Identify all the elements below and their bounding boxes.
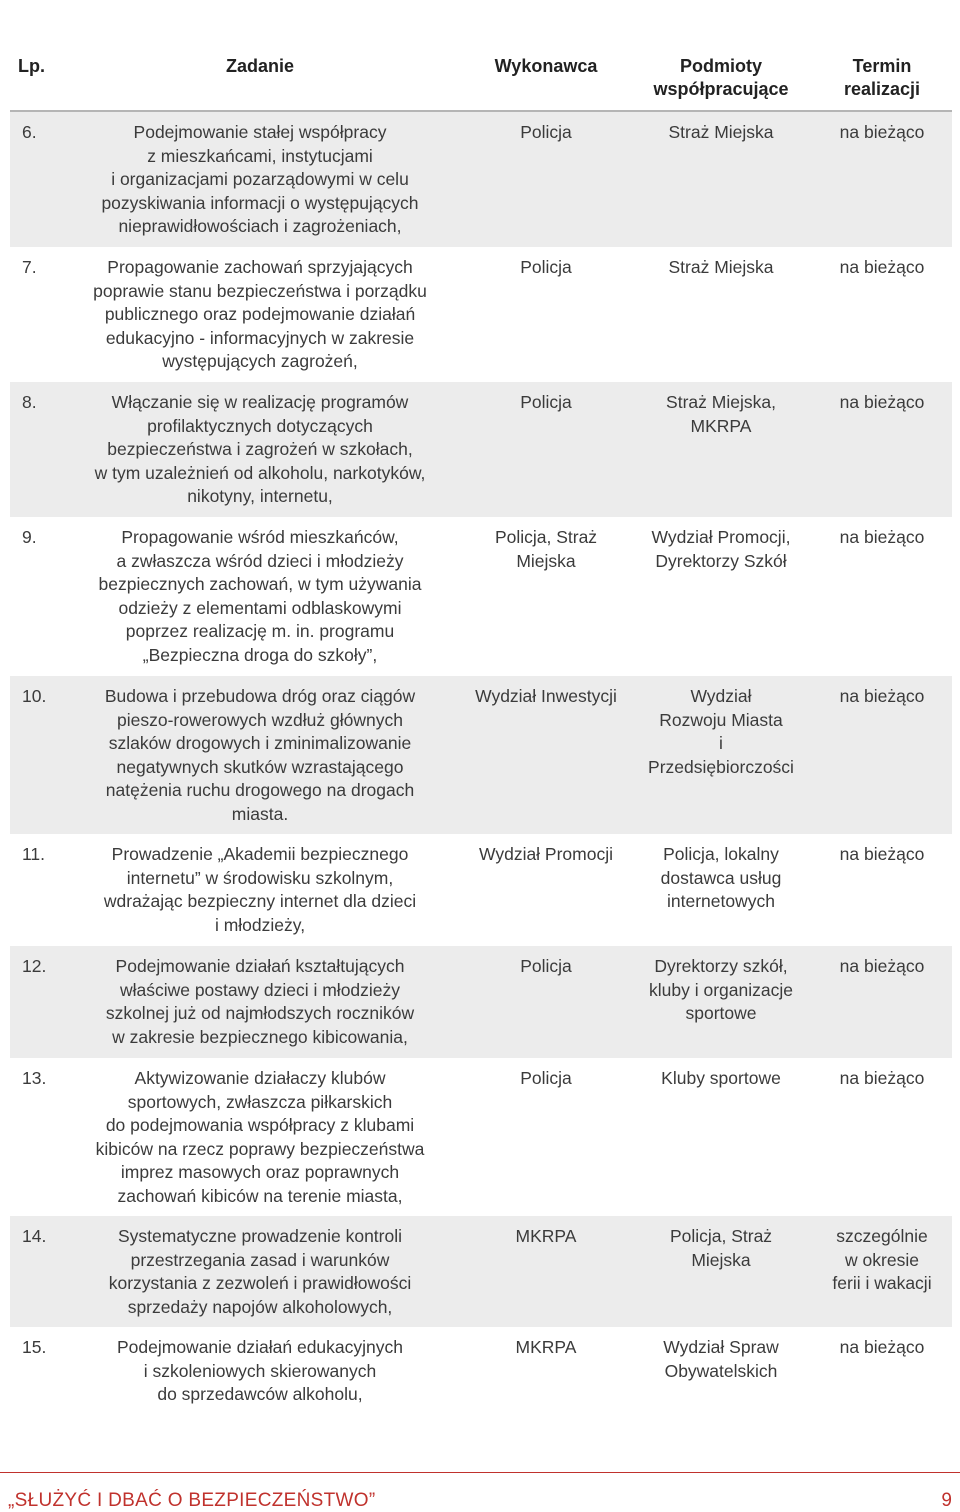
- page-footer: [0, 1472, 960, 1512]
- row-deadline: na bieżąco: [839, 527, 925, 547]
- table-header: [10, 0, 952, 112]
- row-number: 15.: [22, 1337, 47, 1357]
- row-executor: Wydział Promocji: [478, 844, 614, 864]
- header-deadline: Termin realizacji: [843, 56, 921, 99]
- row-executor: Policja: [520, 1068, 572, 1088]
- row-task: Propagowanie zachowań sprzyjających poprawie stanu bezpieczeństwa i porządku publicznego oraz podejmowanie działań edukacyjno - informacyjnych w zakresie występujących zagrożeń,: [93, 257, 427, 371]
- row-number: 8.: [22, 392, 37, 412]
- table-row: [10, 946, 952, 1058]
- row-deadline: na bieżąco: [839, 686, 925, 706]
- row-deadline: na bieżąco: [839, 844, 925, 864]
- row-task: Prowadzenie „Akademii bezpiecznego internetu” w środowisku szkolnym, wdrażając bezpieczny internet dla dzieci i młodzieży,: [103, 844, 417, 935]
- row-partners: Wydział Rozwoju Miasta i Przedsiębiorczości: [648, 686, 794, 777]
- row-number: 7.: [22, 257, 37, 277]
- row-executor: Policja: [520, 122, 572, 142]
- row-number: 13.: [22, 1068, 47, 1088]
- row-number: 11.: [22, 844, 46, 864]
- table-row: [10, 1058, 952, 1216]
- table-row: [10, 517, 952, 676]
- row-task: Podejmowanie działań kształtujących właściwe postawy dzieci i młodzieży szkolnej już od najmłodszych roczników w zakresie bezpiecznego kibicowania,: [105, 956, 415, 1047]
- row-deadline: na bieżąco: [839, 392, 925, 412]
- row-deadline: na bieżąco: [839, 956, 925, 976]
- table-row: [10, 382, 952, 517]
- row-task: Propagowanie wśród mieszkańców, a zwłaszcza wśród dzieci i młodzieży bezpiecznych zachowań, w tym używania odzieży z elementami odblaskowymi poprzez realizację m. in. programu „Bezpieczna droga do szkoły”,: [98, 527, 422, 665]
- row-task: Aktywizowanie działaczy klubów sportowych, zwłaszcza piłkarskich do podejmowania współpracy z klubami kibiców na rzecz poprawy bezpieczeństwa imprez masowych oraz poprawnych zachowań kibiców na terenie miasta,: [95, 1068, 425, 1206]
- row-executor: MKRPA: [515, 1337, 577, 1357]
- row-number: 12.: [22, 956, 47, 976]
- row-task: Budowa i przebudowa dróg oraz ciągów pieszo-rowerowych wzdłuż głównych szlaków drogowych i zminimalizowanie negatywnych skutków wzrastającego natężenia ruchu drogowego na drogach miasta.: [104, 686, 416, 824]
- row-deadline: na bieżąco: [839, 122, 925, 142]
- row-deadline: na bieżąco: [839, 1337, 925, 1357]
- row-partners: Policja, Straż Miejska: [669, 1226, 773, 1270]
- row-partners: Wydział Promocji, Dyrektorzy Szkół: [651, 527, 791, 571]
- row-executor: MKRPA: [515, 1226, 577, 1246]
- header-executor: Wykonawca: [494, 56, 598, 76]
- row-partners: Straż Miejska, MKRPA: [666, 392, 776, 436]
- row-deadline: na bieżąco: [839, 257, 925, 277]
- header-task: Zadanie: [225, 56, 295, 76]
- header-lp: Lp.: [18, 56, 45, 76]
- row-executor: Policja: [520, 392, 572, 412]
- row-partners: Straż Miejska: [668, 257, 774, 277]
- row-partners: Kluby sportowe: [661, 1068, 781, 1088]
- footer-title: „SŁUŻYĆ I DBAĆ O BEZPIECZEŃSTWO”: [8, 1490, 376, 1511]
- row-deadline: szczególnie w okresie ferii i wakacji: [832, 1226, 932, 1293]
- row-task: Podejmowanie działań edukacyjnych i szkoleniowych skierowanych do sprzedawców alkoholu,: [116, 1337, 403, 1404]
- table-row: [10, 112, 952, 247]
- row-task: Podejmowanie stałej współpracy z mieszkańcami, instytucjami i organizacjami pozarządowymi w celu pozyskiwania informacji o występujących nieprawidłowościach i zagrożeniach,: [101, 122, 419, 236]
- row-executor: Wydział Inwestycji: [475, 686, 617, 706]
- row-number: 14.: [22, 1226, 47, 1246]
- table-row: [10, 676, 952, 834]
- row-number: 6.: [22, 122, 37, 142]
- row-partners: Policja, lokalny dostawca usług internetowych: [660, 844, 782, 911]
- row-deadline: na bieżąco: [839, 1068, 925, 1088]
- table-row: [10, 834, 952, 946]
- row-partners: Dyrektorzy szkół, kluby i organizacje sportowe: [649, 956, 793, 1023]
- row-partners: Wydział Spraw Obywatelskich: [663, 1337, 779, 1381]
- tasks-table: [10, 0, 952, 1415]
- table-row: [10, 1216, 952, 1327]
- header-partners: Podmioty współpracujące: [653, 56, 789, 99]
- row-number: 10.: [22, 686, 47, 706]
- table-row: [10, 247, 952, 382]
- row-task: Włączanie się w realizację programów profilaktycznych dotyczących bezpieczeństwa i zagrożeń w szkołach, w tym uzależnień od alkoholu, narkotyków, nikotyny, internetu,: [94, 392, 426, 506]
- row-executor: Policja: [520, 956, 572, 976]
- page-number: 9: [941, 1490, 952, 1511]
- row-executor: Policja: [520, 257, 572, 277]
- table-row: [10, 1327, 952, 1415]
- row-partners: Straż Miejska: [668, 122, 774, 142]
- row-number: 9.: [22, 527, 37, 547]
- row-task: Systematyczne prowadzenie kontroli przestrzegania zasad i warunków korzystania z zezwoleń i prawidłowości sprzedaży napojów alkoholowych,: [108, 1226, 412, 1317]
- row-executor: Policja, Straż Miejska: [494, 527, 598, 571]
